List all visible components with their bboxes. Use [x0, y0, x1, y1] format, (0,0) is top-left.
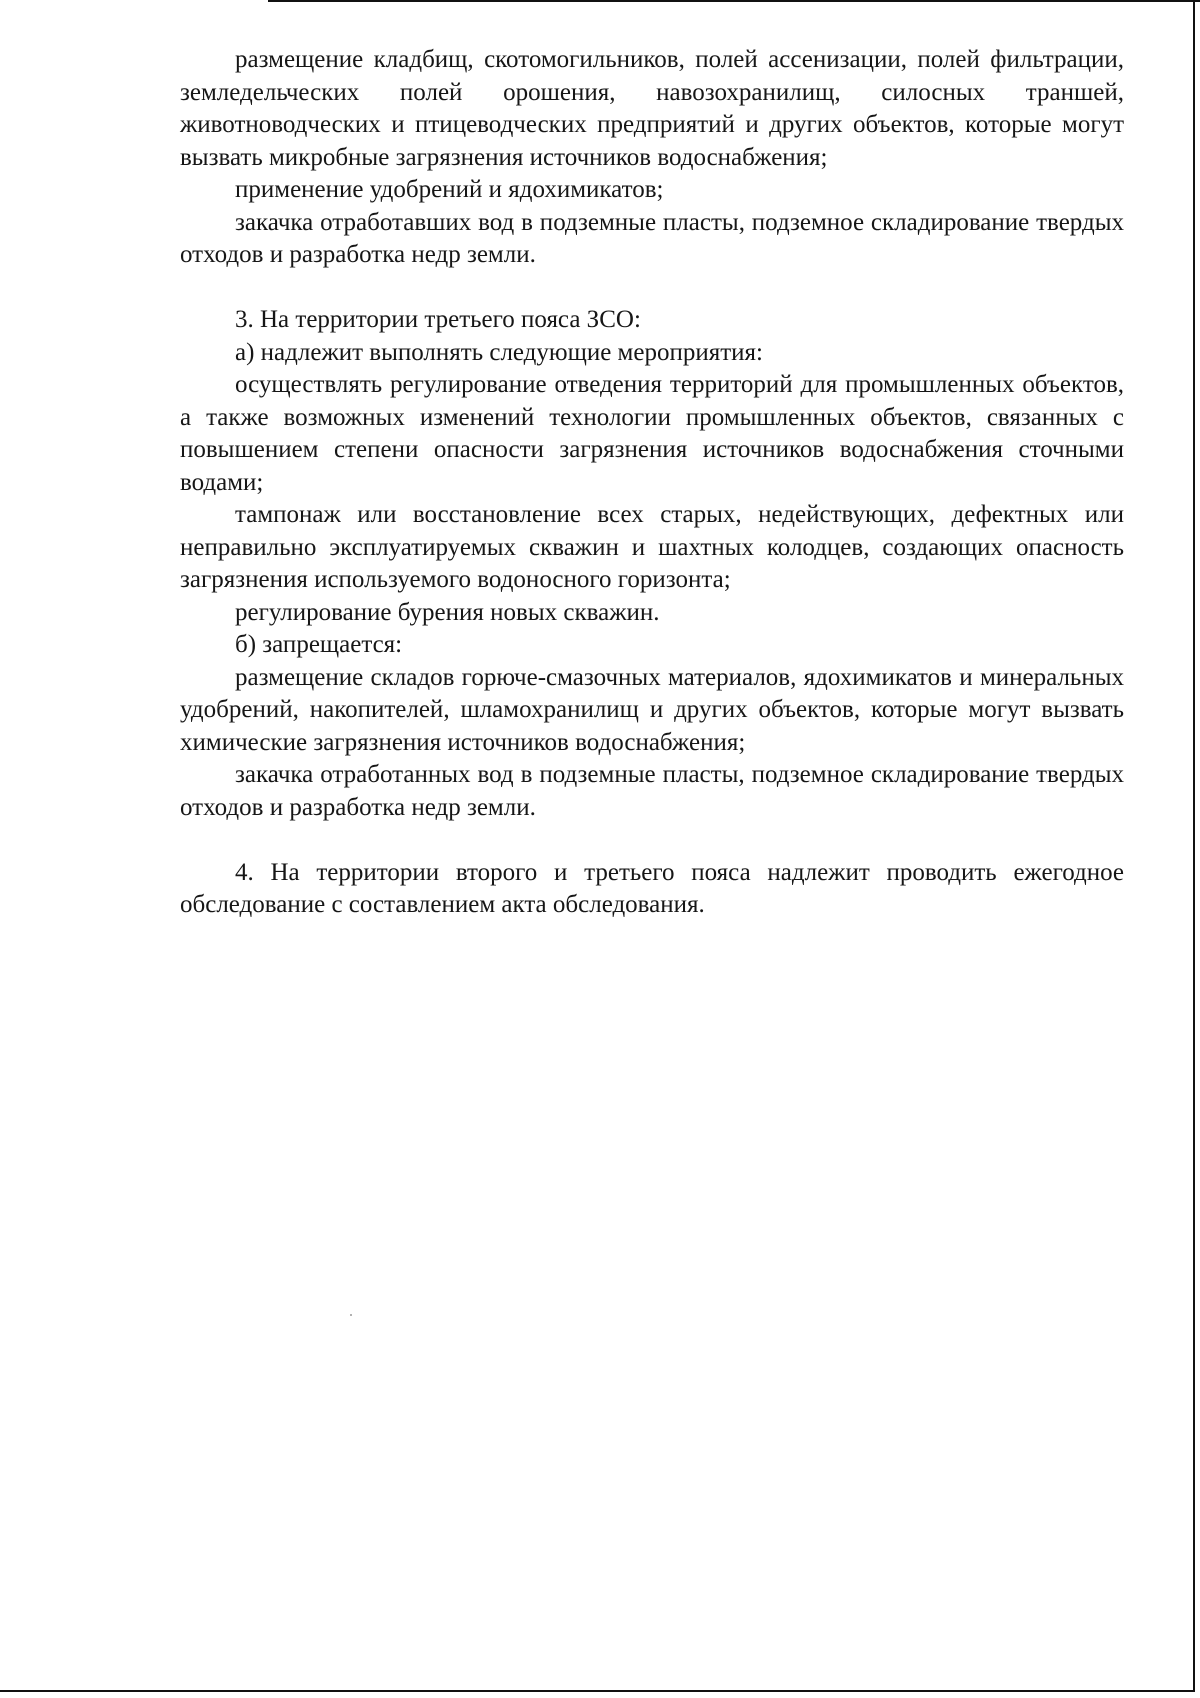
scan-top-edge — [268, 0, 1200, 2]
paragraph-well-plugging: тампонаж или восстановление всех старых, недействующих, дефектных или неправильно эксплуатируемых скважин и шахтных колодцев, создающих опасность загрязнения используемого водоносного горизонта; — [180, 501, 1124, 593]
scan-right-edge — [1193, 0, 1195, 1690]
paragraph-injection-waste-2: закачка отработанных вод в подземные пласты, подземное складирование твердых отходов и разработка недр земли. — [180, 761, 1124, 821]
scan-bottom-edge — [0, 1690, 1195, 1692]
paragraph-fuel-storage: размещение складов горюче-смазочных материалов, ядохимикатов и минеральных удобрений, накопителей, шламохранилищ и других объектов, которые могут вызвать химические загрязнения источников водоснабжения; — [180, 663, 1124, 756]
section-3-heading: 3. На территории третьего пояса ЗСО: — [235, 306, 641, 333]
subsection-b-heading: б) запрещается: — [235, 631, 403, 658]
paragraph-burials: размещение кладбищ, скотомогильников, полей ассенизации, полей фильтрации, земледельческих полей орошения, навозохранилищ, силосных траншей, животноводческих и птицеводческих предприятий и других объектов, которые могут вызвать микробные загрязнения источников водоснабжения; — [180, 46, 1124, 171]
paragraph-injection-waste: закачка отработавших вод в подземные пласты, подземное складирование твердых отходов и разработка недр земли. — [180, 208, 1124, 268]
paragraph-land-regulation: осуществлять регулирование отведения территорий для промышленных объектов, а также возможных изменений технологии промышленных объектов, связанных с повышением степени опасности загрязнения источников водоснабжения сточными водами; — [180, 371, 1124, 496]
section-4-paragraph: 4. На территории второго и третьего пояса надлежит проводить ежегодное обследование с составлением акта обследования. — [180, 858, 1124, 918]
document-body — [180, 44, 1124, 922]
paragraph-fertilizers: применение удобрений и ядохимикатов; — [235, 176, 664, 203]
scan-speck — [350, 1314, 352, 1316]
subsection-a-heading: а) надлежит выполнять следующие мероприятия: — [235, 338, 763, 366]
paragraph-drilling-regulation: регулирование бурения новых скважин. — [235, 598, 660, 626]
